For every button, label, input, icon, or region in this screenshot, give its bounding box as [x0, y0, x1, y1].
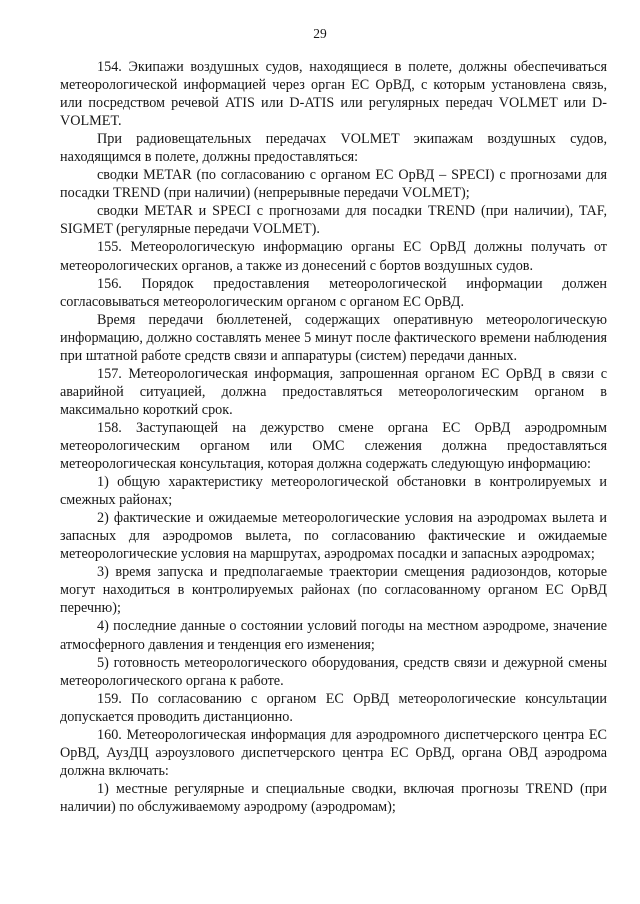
list-item-158-2: 2) фактические и ожидаемые метеорологические условия на аэродромах вылета и запасных для аэродромов вылета, по согласованию фактические и ожидаемые метеорологические условия на маршрутах, аэродромах посадки и запасных аэродромах; — [60, 510, 607, 563]
list-item-158-4: 4) последние данные о состоянии условий погоды на местном аэродроме, значение атмосферного давления и тенденция его изменения; — [60, 618, 607, 653]
paragraph-157: 157. Метеорологическая информация, запрошенная органом ЕС ОрВД в связи с аварийной ситуацией, должна предоставляться метеорологическим органом в максимально короткий срок. — [60, 365, 607, 418]
paragraph-bulletin-time: Время передачи бюллетеней, содержащих оперативную метеорологическую информацию, должно составлять менее 5 минут после фактического времени наблюдения при штатной работе средств связи и аппаратуры (систем) передачи данных. — [60, 311, 607, 364]
paragraph-154: 154. Экипажи воздушных судов, находящиеся в полете, должны обеспечиваться метеорологической информацией через орган ЕС ОрВД, с которым установлена связь, или посредством речевой ATIS или D-ATIS или регулярных передач VOLMET или D-VOLMET. — [60, 59, 607, 130]
paragraph-155: 155. Метеорологическую информацию органы ЕС ОрВД должны получать от метеорологических органов, а также из донесений с бортов воздушных судов. — [60, 239, 607, 274]
paragraph-volmet-continuous: сводки METAR (по согласованию с органом ЕС ОрВД – SPECI) с прогнозами для посадки TREND (при наличии) (непрерывные передачи VOLMET); — [60, 167, 607, 202]
list-item-158-5: 5) готовность метеорологического оборудования, средств связи и дежурной смены метеорологического органа к работе. — [60, 654, 607, 689]
document-body — [60, 58, 607, 816]
paragraph-volmet-regular: сводки METAR и SPECI с прогнозами для посадки TREND (при наличии), TAF, SIGMET (регулярные передачи VOLMET). — [60, 203, 607, 238]
paragraph-158: 158. Заступающей на дежурство смене органа ЕС ОрВД аэродромным метеорологическим органом или ОМС слежения должна предоставляться метеорологическая консультация, которая должна содержать следующую информацию: — [60, 419, 607, 473]
list-item-160-1: 1) местные регулярные и специальные сводки, включая прогнозы TREND (при наличии) по обслуживаемому аэродрому (аэродромам); — [60, 780, 607, 815]
list-item-158-3: 3) время запуска и предполагаемые траектории смещения радиозондов, которые могут находиться в контролируемых районах (по согласованному органом ЕС ОрВД перечню); — [60, 564, 607, 617]
page-number: 29 — [313, 26, 327, 41]
paragraph-160: 160. Метеорологическая информация для аэродромного диспетчерского центра ЕС ОрВД, АузДЦ аэроузлового диспетчерского центра ЕС ОрВД, органа ОВД аэродрома должна включать: — [60, 726, 607, 779]
paragraph-156: 156. Порядок предоставления метеорологической информации должен согласовываться метеорологическим органом с органом ЕС ОрВД. — [60, 275, 607, 310]
paragraph-159: 159. По согласованию с органом ЕС ОрВД метеорологические консультации допускается проводить дистанционно. — [60, 690, 607, 725]
list-item-158-1: 1) общую характеристику метеорологической обстановки в контролируемых и смежных районах; — [60, 474, 607, 509]
paragraph-volmet-intro: При радиовещательных передачах VOLMET экипажам воздушных судов, находящимся в полете, должны предоставляться: — [60, 131, 607, 166]
